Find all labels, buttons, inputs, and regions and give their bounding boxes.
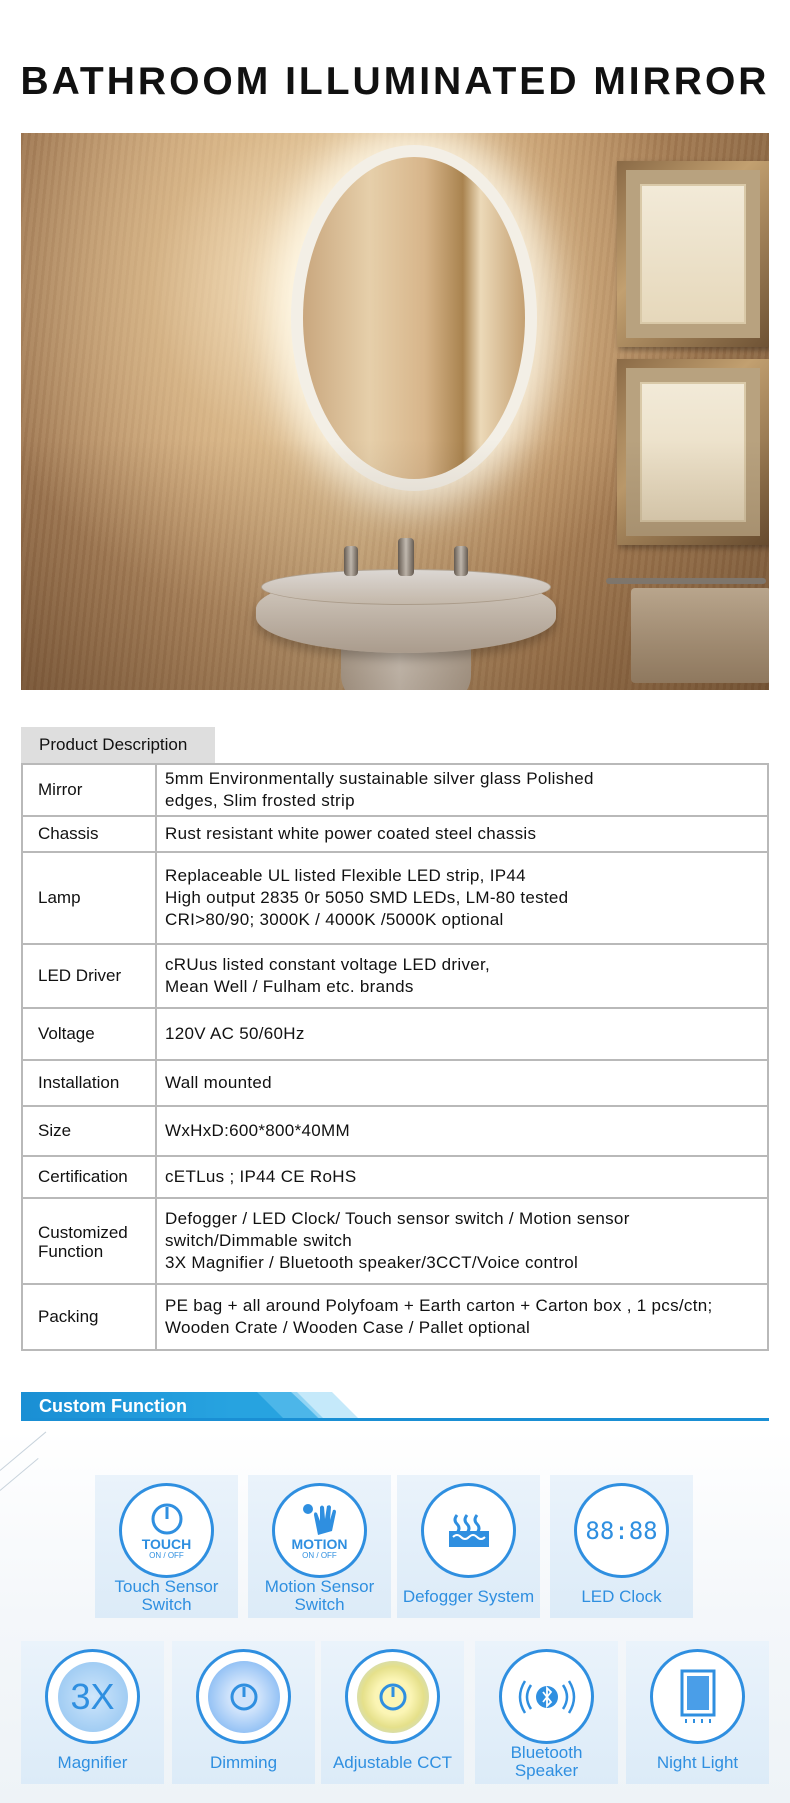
table-row <box>22 1060 768 1106</box>
icon-label: MOTION <box>291 1535 348 1552</box>
icon-sublabel: ON / OFF <box>149 1550 184 1560</box>
feature-caption <box>397 1588 540 1606</box>
feature-card-touch <box>95 1475 238 1618</box>
feature-caption-line: LED Clock <box>581 1587 662 1606</box>
cct-icon <box>345 1649 440 1744</box>
spec-value-line: 120V AC 50/60Hz <box>165 1024 305 1044</box>
dimming-icon <box>196 1649 291 1744</box>
spec-value <box>156 944 768 1008</box>
spec-value-line: cRUus listed constant voltage LED driver, <box>165 955 491 975</box>
feature-caption-line: Switch <box>294 1595 345 1614</box>
spec-key-text: Size <box>38 1121 72 1141</box>
touch-icon <box>119 1483 214 1578</box>
spec-value <box>156 764 768 816</box>
spec-value-line: Wooden Crate / Wooden Case / Pallet optional <box>165 1318 531 1338</box>
custom-function-header <box>21 1392 769 1420</box>
spec-key-text: Installation <box>38 1073 120 1093</box>
feature-caption-line: Switch <box>141 1595 192 1614</box>
spec-key-text: Function <box>38 1242 104 1262</box>
table-row <box>22 1284 768 1350</box>
feature-card-defogger <box>397 1475 540 1618</box>
feature-caption <box>95 1578 238 1614</box>
product-photo <box>21 133 769 690</box>
feature-caption-line: Bluetooth <box>510 1743 583 1762</box>
spec-value <box>156 1060 768 1106</box>
spec-value-line: edges, Slim frosted strip <box>165 791 355 811</box>
table-row <box>22 1156 768 1198</box>
feature-caption-line: Night Light <box>656 1753 739 1772</box>
table-row <box>22 816 768 852</box>
table-row <box>22 852 768 944</box>
spec-key <box>22 1008 156 1060</box>
feature-caption <box>248 1578 391 1614</box>
spec-value <box>156 1284 768 1350</box>
spec-table <box>21 763 769 1351</box>
spec-value-line: 5mm Environmentally sustainable silver glass Polished <box>165 769 594 788</box>
custom-function-title: Custom Function <box>39 1396 187 1416</box>
feature-card-motion <box>248 1475 391 1618</box>
feature-caption <box>475 1744 618 1780</box>
spec-key <box>22 1156 156 1198</box>
spec-value-line: WxHxD:600*800*40MM <box>165 1121 350 1141</box>
clock-icon <box>574 1483 669 1578</box>
feature-caption-line: Magnifier <box>57 1753 128 1772</box>
feature-card-night-light <box>626 1641 769 1784</box>
spec-value-line: Replaceable UL listed Flexible LED strip, IP44 <box>165 866 526 886</box>
spec-key-text: Chassis <box>38 824 99 844</box>
spec-value-line: switch/Dimmable switch <box>165 1231 353 1251</box>
feature-caption-line: Defogger System <box>402 1587 535 1606</box>
magnifier-icon <box>45 1649 140 1744</box>
feature-caption-line: Speaker <box>514 1761 579 1780</box>
spec-value <box>156 852 768 944</box>
feature-caption-line: Touch Sensor <box>114 1577 219 1596</box>
spec-value-line: CRI>80/90; 3000K / 4000K /5000K optional <box>165 910 504 930</box>
spec-key-text: Voltage <box>38 1024 95 1044</box>
spec-value-line: 3X Magnifier / Bluetooth speaker/3CCT/Voice control <box>165 1253 579 1273</box>
bluetooth-icon <box>499 1649 594 1744</box>
icon-label: 88:88 <box>585 1516 658 1545</box>
spec-key <box>22 764 156 816</box>
feature-caption-line: Adjustable CCT <box>332 1753 453 1772</box>
spec-key-text: Mirror <box>38 780 83 800</box>
motion-icon <box>272 1483 367 1578</box>
table-row <box>22 1198 768 1284</box>
feature-caption <box>550 1588 693 1606</box>
feature-caption-line: Dimming <box>209 1753 278 1772</box>
feature-caption-line: Motion Sensor <box>264 1577 375 1596</box>
defogger-icon <box>421 1483 516 1578</box>
feature-card-dimming <box>172 1641 315 1784</box>
night-light-icon <box>650 1649 745 1744</box>
spec-key <box>22 1106 156 1156</box>
feature-caption <box>172 1754 315 1772</box>
product-description-tab: Product Description <box>21 727 215 763</box>
spec-key <box>22 1060 156 1106</box>
spec-value-line: Mean Well / Fulham etc. brands <box>165 977 414 997</box>
spec-value-line: Rust resistant white power coated steel chassis <box>165 824 537 844</box>
spec-key <box>22 1284 156 1350</box>
spec-value-line: Defogger / LED Clock/ Touch sensor switch / Motion sensor <box>165 1209 630 1229</box>
icon-label: TOUCH <box>141 1535 192 1552</box>
table-row <box>22 1106 768 1156</box>
spec-value-line: High output 2835 0r 5050 SMD LEDs, LM-80 tested <box>165 888 569 908</box>
spec-value <box>156 816 768 852</box>
feature-card-bluetooth <box>475 1641 618 1784</box>
spec-key <box>22 852 156 944</box>
icon-label: 3X <box>70 1675 115 1717</box>
table-row <box>22 764 768 816</box>
feature-caption <box>21 1754 164 1772</box>
page-title: BATHROOM ILLUMINATED MIRROR <box>20 60 770 103</box>
table-row <box>22 944 768 1008</box>
feature-card-clock <box>550 1475 693 1618</box>
spec-value <box>156 1008 768 1060</box>
table-row <box>22 1008 768 1060</box>
spec-key-text: LED Driver <box>38 966 122 986</box>
spec-value <box>156 1106 768 1156</box>
feature-caption <box>626 1754 769 1772</box>
feature-caption <box>321 1754 464 1772</box>
spec-key-text: Certification <box>38 1167 128 1187</box>
icon-sublabel: ON / OFF <box>302 1550 337 1560</box>
feature-card-cct <box>321 1641 464 1784</box>
spec-key-text: Lamp <box>38 888 81 908</box>
spec-value-line: PE bag + all around Polyfoam + Earth carton + Carton box , 1 pcs/ctn; <box>165 1296 713 1316</box>
spec-value-line: cETLus ; IP44 CE RoHS <box>165 1167 357 1187</box>
spec-key-text: Packing <box>38 1307 99 1327</box>
feature-card-magnifier <box>21 1641 164 1784</box>
spec-key <box>22 944 156 1008</box>
spec-value-line: Wall mounted <box>165 1073 272 1093</box>
spec-value <box>156 1198 768 1284</box>
spec-key <box>22 1198 156 1284</box>
spec-value <box>156 1156 768 1198</box>
spec-key <box>22 816 156 852</box>
spec-key-text: Customized <box>38 1223 128 1243</box>
